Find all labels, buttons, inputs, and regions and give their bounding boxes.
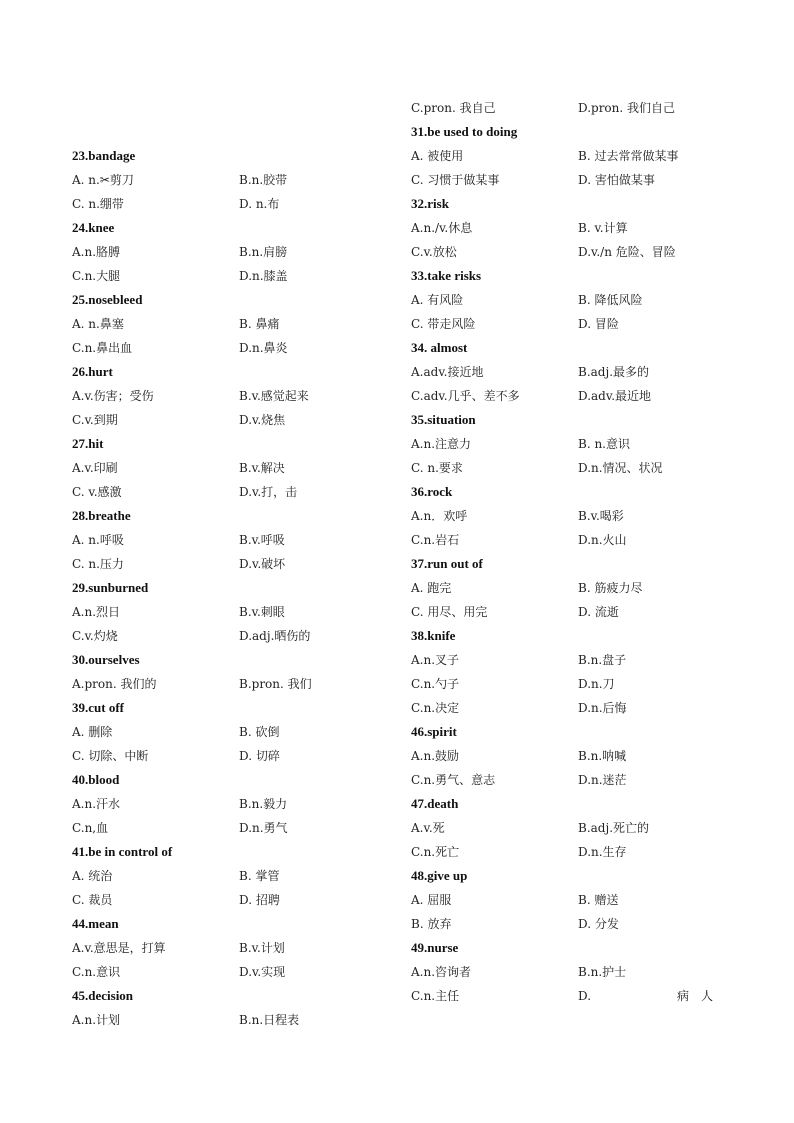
option-a[interactable]: A.n.鼓励 [411,749,460,763]
option-b[interactable]: B.n.胶带 [239,173,288,187]
option-c[interactable]: C.n,血 [72,821,109,835]
option-a[interactable]: A. 跑完 [411,581,452,595]
option-b[interactable]: B.n.盘子 [578,653,627,667]
question-44: 44.mean [72,916,119,931]
option-d[interactable]: D.n.后悔 [578,701,627,715]
question-33: 33.take risks [411,268,482,283]
option-a[interactable]: A. 被使用 [411,149,464,163]
option-b[interactable]: B. 过去常常做某事 [578,149,679,163]
option-b[interactable]: B.n.呐喊 [578,749,627,763]
option-c[interactable]: C.n.意识 [72,965,121,979]
option-b[interactable]: B.v.解决 [239,461,285,475]
option-d[interactable]: D.adv.最近地 [578,389,652,403]
option-c[interactable]: C.v.到期 [72,413,118,427]
option-a[interactable]: A. 删除 [72,725,113,739]
option-d[interactable]: D.n.膝盖 [239,269,288,283]
left-column [72,96,402,1032]
option-b[interactable]: B.v.刺眼 [239,605,285,619]
question-39: 39.cut off [72,700,124,715]
option-b[interactable]: B.v.感觉起来 [239,389,309,403]
option-b[interactable]: B.adj.死亡的 [578,821,650,835]
option-d[interactable]: D.n.勇气 [239,821,288,835]
option-d[interactable]: D. 切碎 [239,749,280,763]
option-c[interactable]: C. 裁员 [72,893,113,907]
question-29: 29.sunburned [72,580,149,595]
option-b[interactable]: B.pron. 我们 [239,677,312,691]
option-a[interactable]: A.n.注意力 [411,437,472,451]
option-c[interactable]: C.adv.几乎、差不多 [411,389,520,403]
option-a[interactable]: A.n．欢呼 [411,509,468,523]
option-c[interactable]: C. n.压力 [72,557,124,571]
option-c[interactable]: C.v.放松 [411,245,457,259]
option-c[interactable]: C.n.勺子 [411,677,460,691]
question-36: 36.rock [411,484,453,499]
option-d[interactable]: D.n.鼻炎 [239,341,288,355]
question-49: 49.nurse [411,940,459,955]
option-c[interactable]: C. 带走风险 [411,317,476,331]
question-46: 46.spirit [411,724,457,739]
question-30: 30.ourselves [72,652,140,667]
option-a[interactable]: A. n.呼吸 [72,533,124,547]
option-a[interactable]: A. n.✂剪刀 [72,173,134,187]
option-b[interactable]: B. 赠送 [578,893,619,907]
option-b[interactable]: B.n.毅力 [239,797,288,811]
option-a[interactable]: A.n.叉子 [411,653,460,667]
question-35: 35.situation [411,412,476,427]
option-a[interactable]: A.v.伤害；受伤 [72,389,154,403]
option-c[interactable]: C.n.死亡 [411,845,460,859]
option-a[interactable]: A.n.烈日 [72,605,121,619]
option-d[interactable]: D.n.迷茫 [578,773,627,787]
option-d[interactable]: D.n.刀 [578,677,615,691]
option-c[interactable]: C. 用尽、用完 [411,605,488,619]
option-d[interactable]: D.n.火山 [578,533,627,547]
option-c[interactable]: C. n.要求 [411,461,463,475]
option-c[interactable]: C.n.鼻出血 [72,341,133,355]
option-d[interactable]: D. n.布 [239,197,280,211]
option-d[interactable]: D.v.烧焦 [239,413,286,427]
option-b[interactable]: B.v.计划 [239,941,285,955]
option-b[interactable]: B.adj.最多的 [578,365,650,379]
question-23: 23.bandage [72,148,136,163]
option-c[interactable]: C. v.感激 [72,485,122,499]
option-c[interactable]: C.n.主任 [411,989,460,1003]
option-b[interactable]: B. 降低风险 [578,293,643,307]
option-b[interactable]: B. 掌管 [239,869,280,883]
question-45: 45.decision [72,988,134,1003]
option-d[interactable]: D.adj.晒伤的 [239,629,311,643]
option-c[interactable]: C. n.绷带 [72,197,124,211]
option-d[interactable] [578,984,713,1008]
option-a[interactable]: A.n.汗水 [72,797,121,811]
option-b[interactable]: B.v.喝彩 [578,509,624,523]
option-d[interactable]: D. 招聘 [239,893,280,907]
option-d[interactable]: D.v.实现 [239,965,286,979]
option-a[interactable]: A. 屈服 [411,893,452,907]
option-d-letter: D. [578,989,592,1003]
option-a[interactable]: A.v.死 [411,821,445,835]
option-d[interactable]: D.n.情况、状况 [578,461,663,475]
option-a[interactable]: A. 有风险 [411,293,464,307]
option-a[interactable]: A.pron. 我们的 [72,677,157,691]
option-c[interactable]: C.n.勇气、意志 [411,773,496,787]
option-d[interactable]: D.v.打，击 [239,485,298,499]
option-c[interactable]: C. 切除、中断 [72,749,149,763]
option-b[interactable]: B.v.呼吸 [239,533,285,547]
option-c[interactable]: B. 放弃 [411,917,452,931]
question-24: 24.knee [72,220,115,235]
option-c[interactable]: C. 习惯于做某事 [411,173,500,187]
option-c[interactable]: C.n.决定 [411,701,460,715]
option-c[interactable]: C.v.灼烧 [72,629,118,643]
question-28: 28.breathe [72,508,131,523]
option-b[interactable]: B.n.日程表 [239,1013,300,1027]
option-d[interactable]: D.n.生存 [578,845,627,859]
option-c[interactable]: C.n.大腿 [72,269,121,283]
option-a[interactable]: A.n.计划 [72,1013,121,1027]
option-a[interactable]: A.n.胳膊 [72,245,121,259]
option-d[interactable]: D. 害怕做某事 [578,173,655,187]
option-b[interactable]: B. n.意识 [578,437,630,451]
option-c[interactable]: C.pron. 我自己 [411,101,496,115]
option-a[interactable]: A.adv.接近地 [411,365,484,379]
option-d[interactable]: D.v.破坏 [239,557,286,571]
option-c[interactable]: C.n.岩石 [411,533,460,547]
option-d[interactable]: D.pron. 我们自己 [578,101,676,115]
option-a[interactable]: A. 统治 [72,869,113,883]
option-a[interactable]: A.v.意思是，打算 [72,941,166,955]
question-34: 34. almost [411,340,468,355]
question-40: 40.blood [72,772,120,787]
question-48: 48.give up [411,868,468,883]
option-b[interactable]: B. 鼻痛 [239,317,280,331]
right-column [411,96,741,1008]
question-37: 37.run out of [411,556,483,571]
option-d[interactable]: D. 流逝 [578,605,619,619]
option-d-text: 病 人 [677,989,714,1003]
option-d[interactable]: D. 冒险 [578,317,619,331]
question-41: 41.be in control of [72,844,173,859]
option-a[interactable]: A.n./v.休息 [411,221,473,235]
option-b[interactable]: B. 筋疲力尽 [578,581,643,595]
option-b[interactable]: B.n.护士 [578,965,627,979]
option-a[interactable]: A.v.印刷 [72,461,118,475]
option-d[interactable]: D. 分发 [578,917,619,931]
question-26: 26.hurt [72,364,113,379]
question-47: 47.death [411,796,459,811]
question-38: 38.knife [411,628,456,643]
option-d[interactable]: D.v./n 危险、冒险 [578,245,676,259]
option-b[interactable]: B. 砍倒 [239,725,280,739]
option-b[interactable]: B.n.肩膀 [239,245,288,259]
question-31: 31.be used to doing [411,124,518,139]
option-a[interactable]: A. n.鼻塞 [72,317,124,331]
question-27: 27.hit [72,436,104,451]
option-b[interactable]: B. v.计算 [578,221,628,235]
option-a[interactable]: A.n.咨询者 [411,965,472,979]
question-25: 25.nosebleed [72,292,143,307]
question-32: 32.risk [411,196,449,211]
